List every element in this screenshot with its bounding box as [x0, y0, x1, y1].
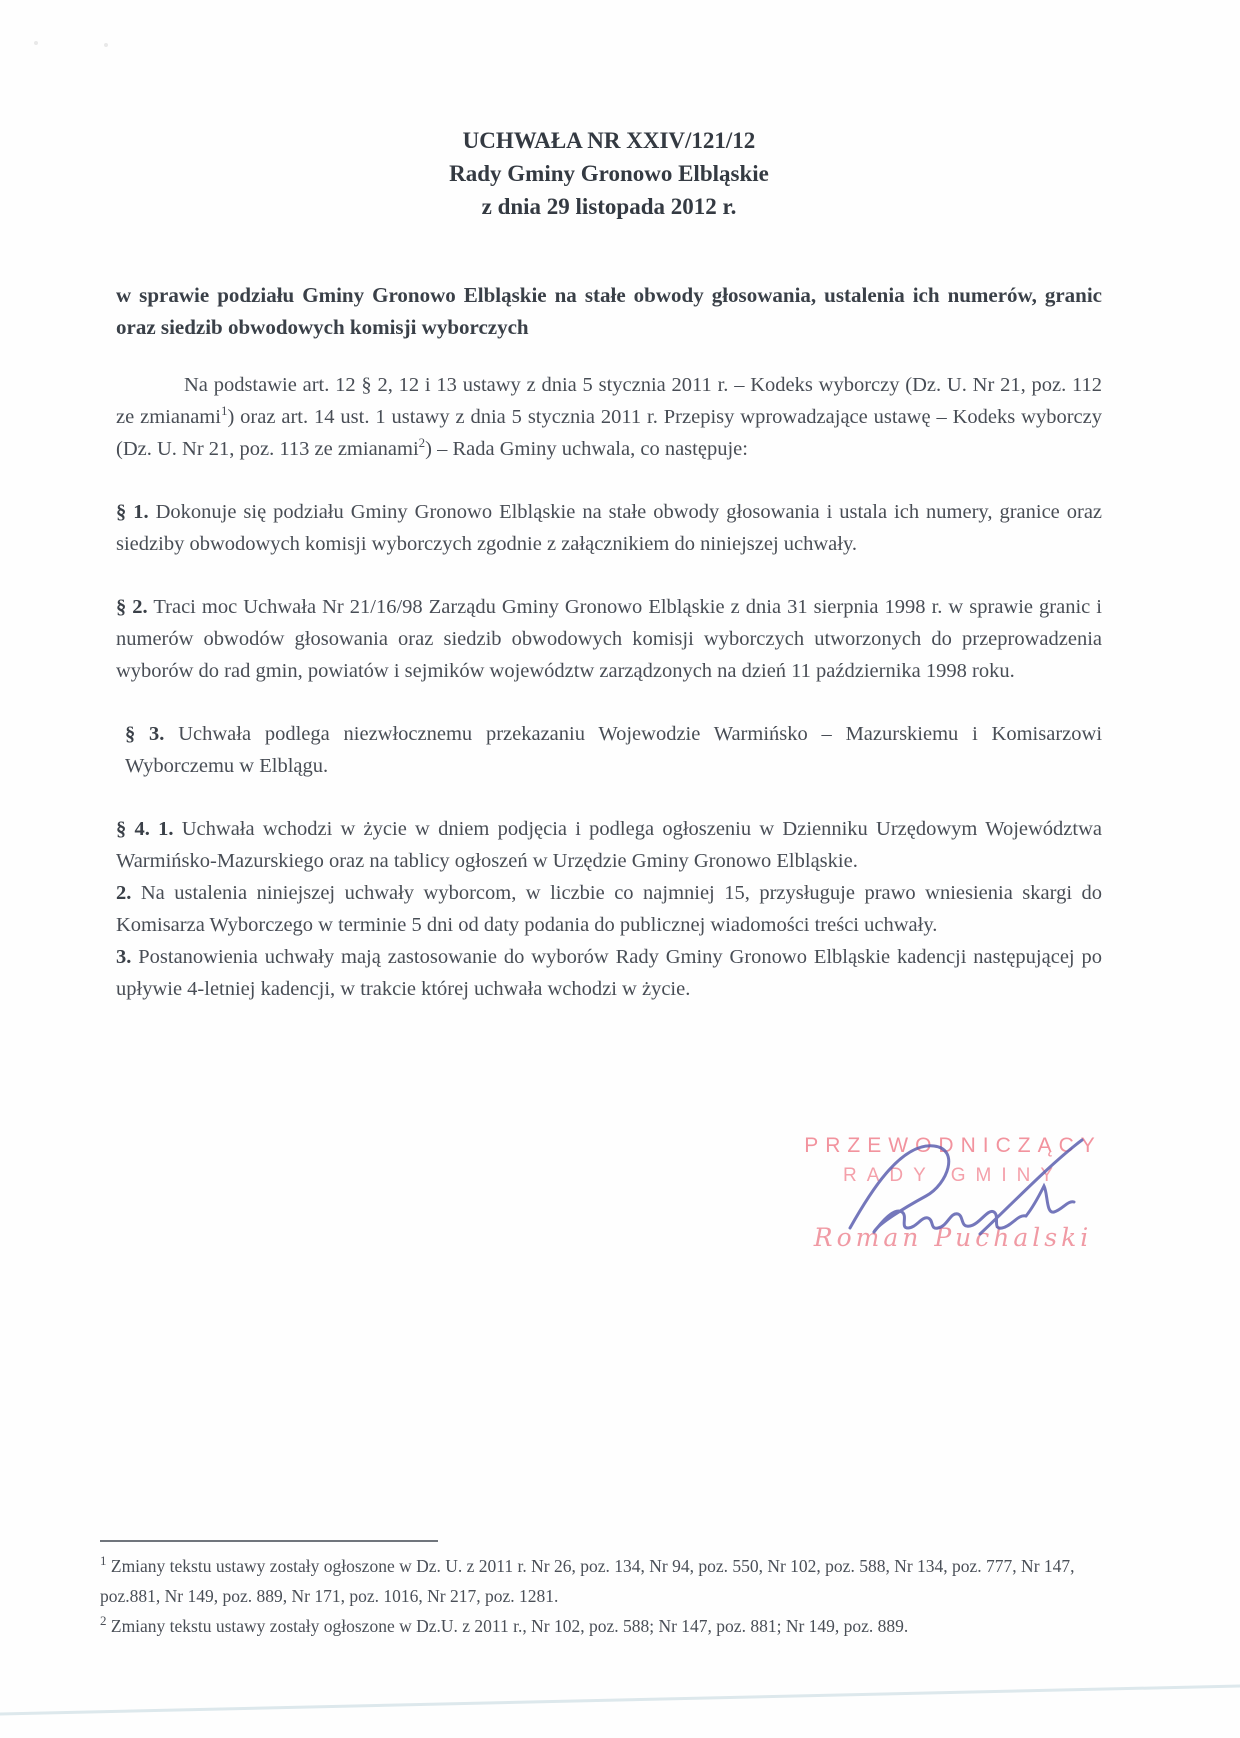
section-1-label: § 1. — [116, 501, 149, 523]
title-line-date: z dnia 29 listopada 2012 r. — [481, 194, 737, 219]
section-4-3-label: 3. — [116, 946, 132, 968]
preamble-paragraph — [116, 369, 1102, 465]
preamble-text-1: Na podstawie art. 12 § 2, 12 i 13 ustawy z dnia 5 stycznia 2011 r. – Kodeks wyborczy (Dz. U. Nr 21, poz. 112 ze zmianami — [116, 374, 1102, 428]
stamp-role-line: PRZEWODNICZĄCY — [804, 1134, 1102, 1157]
signature-block — [788, 1134, 1118, 1252]
section-4-1 — [116, 813, 1102, 877]
footnote-separator-rule — [100, 1540, 438, 1542]
section-2 — [116, 591, 1102, 687]
scan-speck — [104, 43, 108, 47]
section-4-1-text: Uchwała wchodzi w życie w dniem podjęcia i podlega ogłoszeniu w Dzienniku Urzędowym Województwa Warmińsko-Mazurskiego oraz na tablicy ogłoszeń w Urzędzie Gminy Gronowo Elbląskie. — [116, 818, 1103, 872]
stamp-authority-line: RADY GMINY — [842, 1165, 1063, 1186]
section-4-2-label: 2. — [116, 882, 132, 904]
footnote-1-marker: 1 — [100, 1553, 107, 1569]
preamble-text-3: ) – Rada Gminy uchwala, co następuje: — [425, 438, 748, 460]
section-3 — [116, 718, 1102, 782]
footnote-2-marker: 2 — [100, 1613, 107, 1629]
section-4-3 — [116, 941, 1102, 1005]
section-4-1-label: § 4. 1. — [116, 818, 174, 840]
scan-speck — [34, 41, 38, 45]
preamble-text-2: ) oraz art. 14 ust. 1 ustawy z dnia 5 stycznia 2011 r. Przepisy wprowadzające ustawę – Kodeks wyborczy (Dz. U. Nr 21, poz. 113 ze zmianami — [116, 406, 1102, 460]
section-3-text: Uchwała podlega niezwłocznemu przekazaniu Wojewodzie Warmińsko – Mazurskiemu i Komisarzowi Wyborczemu w Elblągu. — [125, 723, 1103, 777]
section-1-text: Dokonuje się podziału Gminy Gronowo Elbląskie na stałe obwody głosowania i ustala ich numery, granice oraz siedziby obwodowych komisji wyborczych zgodnie z załącznikiem do niniejszej uchwały. — [116, 501, 1103, 555]
title-line-number: UCHWAŁA NR XXIV/121/12 — [462, 128, 756, 153]
stamp-signer-name: Roman Puchalski — [813, 1223, 1093, 1252]
footnote-2-text: Zmiany tekstu ustawy zostały ogłoszone w Dz.U. z 2011 r., Nr 102, poz. 588; Nr 147, poz. 881; Nr 149, poz. 889. — [110, 1616, 909, 1636]
title-line-authority: Rady Gminy Gronowo Elbląskie — [449, 161, 769, 186]
footnote-1-text: Zmiany tekstu ustawy zostały ogłoszone w Dz. U. z 2011 r. Nr 26, poz. 134, Nr 94, poz. 550, Nr 102, poz. 588, Nr 134, poz. 777, Nr 147, poz.881, Nr 149, poz. 889, Nr 171, poz. 1016, Nr 217, poz. 1281. — [100, 1556, 1075, 1606]
document-title — [116, 124, 1102, 223]
footnote-ref-2: 2 — [418, 435, 426, 451]
section-4-3-text: Postanowienia uchwały mają zastosowanie do wyborów Rady Gminy Gronowo Elbląskie kadencji następującej po upływie 4-letniej kadencji, w trakcie której uchwała wchodzi w życie. — [116, 946, 1102, 1000]
section-4-2 — [116, 877, 1102, 941]
section-2-text: Traci moc Uchwała Nr 21/16/98 Zarządu Gminy Gronowo Elbląskie z dnia 31 sierpnia 1998 r. w sprawie granic i numerów obwodów głosowania oraz siedzib obwodowych komisji wyborczych utworzonych do przeprowadzenia wyborów do rad gmin, powiatów i sejmików województw zarządzonych na dzień 11 października 1998 roku. — [116, 596, 1102, 682]
section-4-group — [116, 813, 1102, 1005]
section-4-2-text: Na ustalenia niniejszej uchwały wyborcom, w liczbie co najmniej 15, przysługuje prawo wniesienia skargi do Komisarza Wyborczego w terminie 5 dni od daty podania do publicznej wiadomości treści uchwały. — [116, 882, 1103, 936]
subject-paragraph: w sprawie podziału Gminy Gronowo Elbląskie na stałe obwody głosowania, ustalenia ich numerów, granic oraz siedzib obwodowych komisji wyborczych — [116, 283, 1102, 339]
footnote-1 — [100, 1551, 1110, 1611]
footnote-ref-1: 1 — [220, 403, 228, 419]
document-body — [116, 124, 1102, 1005]
section-3-label: § 3. — [125, 723, 165, 745]
footnote-2 — [100, 1611, 1110, 1641]
section-1 — [116, 496, 1102, 560]
section-2-label: § 2. — [116, 596, 148, 618]
footnotes-section — [100, 1540, 1110, 1641]
